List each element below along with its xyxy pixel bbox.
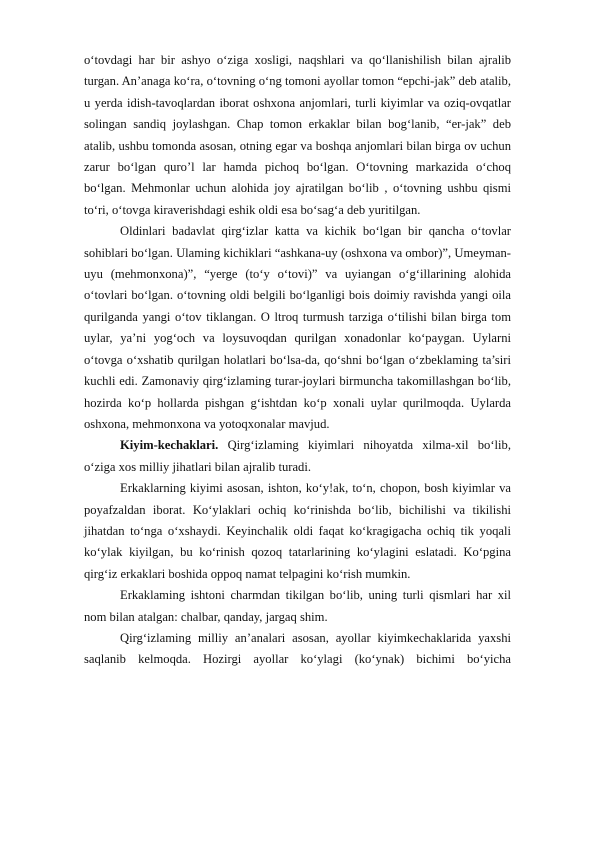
paragraph-2 <box>84 221 511 435</box>
paragraph-text: Qirg‘izlaming milliy an’analari asosan, ayollar kiyimkechaklarida yaxshi saqlanib kelmoqda. Hozirgi ayollar ko‘ylagi (ko‘ynak) bichimi bo‘yicha <box>84 630 511 667</box>
document-page <box>84 50 511 671</box>
paragraph-6 <box>84 628 511 671</box>
paragraph-text: Qirg‘izlaming kiyimlari nihoyatda xilma-xil bo‘lib, o‘ziga xos milliy jihatlari bilan ajralib turadi. <box>84 438 511 474</box>
paragraph-text: Oldinlari badavlat qirg‘izlar katta va kichik bo‘lgan bir qancha o‘tovlar sohiblari bo‘lgan. Ulaming kichiklari “ashkana-uy (oshxona va ombor)”, Umeyman-uyu (mehmonxona)”, “yerge (to‘y o‘tovi)” va uyiangan o‘g‘illarining alohida o‘tovlari bo‘lgan. o‘tovning oldi belgili bo‘lganligi bois doimiy ravishda yangi oila qurilganda yangi o‘tov tiklangan. O ltroq turmush tarziga o‘tilishi bilan birga tom uylar, ya’ni yog‘och va loysuvoqdan qurilgan xonadonlar ko‘paygan. Uylarni o‘tovga o‘xshatib qurilgan holatlari bo‘lsa-da, qo‘shni bo‘lgan o‘zbeklaming ta’siri kuchli edi. Zamonaviy qirg‘izlaming turar-joylari birmuncha takomillashgan bo‘lib, hozirda ko‘p hollarda pishgan g‘ishtdan ko‘p xonali uylar qurilmoqda. Uylarda oshxona, mehmonxona va yotoqxonalar mavjud. <box>84 224 511 431</box>
paragraph-text: o‘tovdagi har bir ashyo o‘ziga xosligi, naqshlari va qo‘llanishilish bilan ajralib turgan. An’anaga ko‘ra, o‘tovning o‘ng tomoni ayollar tomon “epchi-jak” deb atalib, u yerda idish-tavoqlardan iborat oshxona anjomlari, turli kiyimlar va oziq-ovqatlar solingan sandiq joylashgan. Chap tomon erkaklar bilan bog‘lanib, “er-jak” deb atalib, ushbu tomonda asosan, otning egar va boshqa anjomlari bilan birga ov uchun zarur bo‘lgan quro’l lar hamda pichoq bo‘lgan. O‘tovning markazida o‘choq bo‘lgan. Mehmonlar uchun alohida joy ajratilgan bo‘lib , o‘tovning ushbu qismi to‘ri, o‘tovga kiraverishdagi eshik oldi esa bo‘sag‘a deb yuritilgan. <box>84 53 511 217</box>
paragraph-1 <box>84 50 511 221</box>
section-heading: Kiyim-kechaklari. <box>120 438 219 453</box>
paragraph-4 <box>84 478 511 585</box>
paragraph-text: Erkaklarning kiyimi asosan, ishton, ko‘y!ak, to‘n, chopon, bosh kiyimlar va poyafzaldan iborat. Ko‘ylaklari ochiq ko‘rinishda bo‘lib, bichilishi va tikilishi jihatdan to‘nga o‘xshaydi. Keyinchalik oldi faqat ko‘kragigacha ochiq tik yoqali ko‘ylak kiyilgan, bu ko‘rinish qozoq tatarlarining ko‘ylagini eslatadi. Ko‘pgina qirg‘iz erkaklari boshida oppoq namat telpagini ko‘rish mumkin. <box>84 481 511 581</box>
paragraph-3 <box>84 435 511 478</box>
paragraph-text: Erkaklaming ishtoni charmdan tikilgan bo‘lib, uning turli qismlari har xil nom bilan atalgan: chalbar, qanday, jargaq shim. <box>84 588 511 624</box>
paragraph-5 <box>84 585 511 628</box>
